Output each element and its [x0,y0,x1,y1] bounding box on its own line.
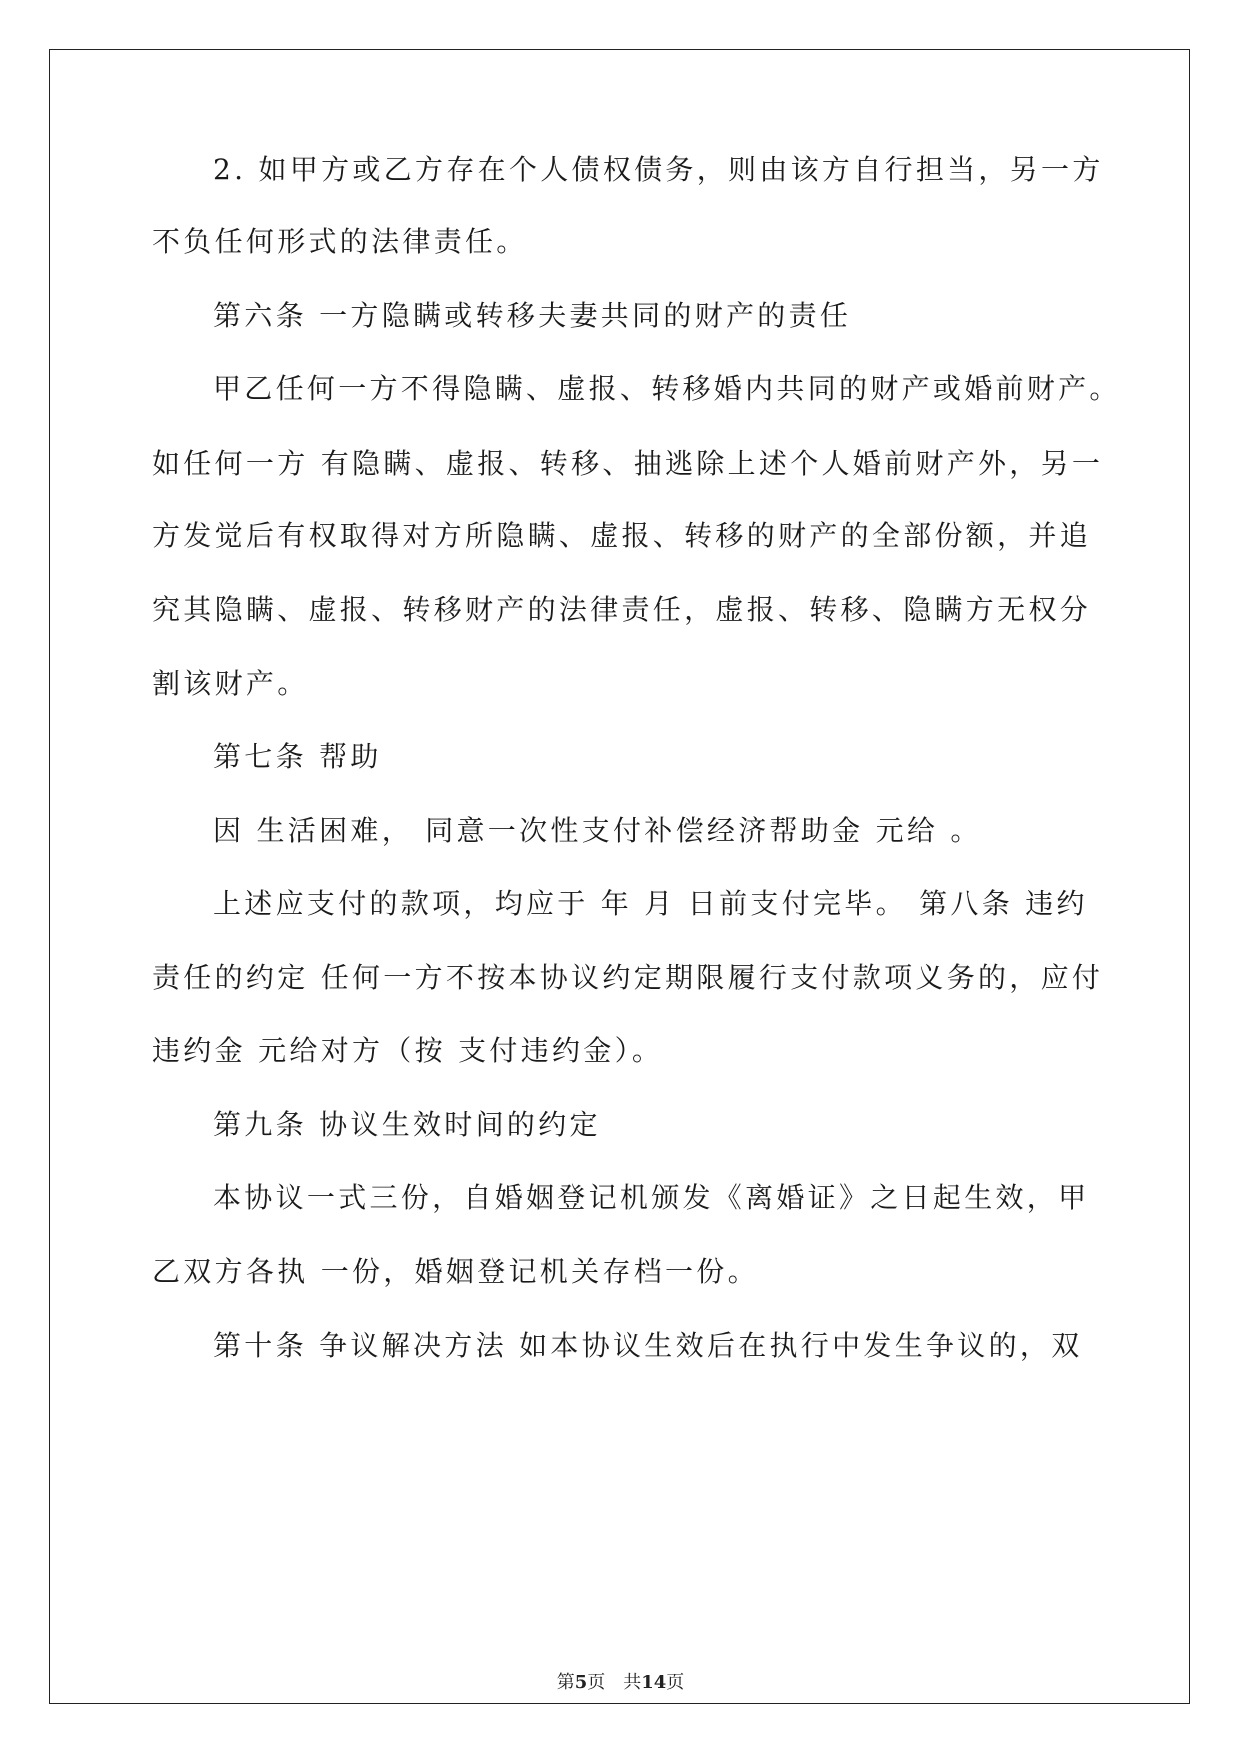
page-suffix: 页 [587,1672,606,1693]
page-total: 14 [641,1672,667,1693]
paragraph-line: 责任的约定 任何一方不按本协议约定期限履行支付款项义务的，应付 [152,961,1104,994]
paragraph-line: 不负任何形式的法律责任。 [152,225,528,258]
section-heading: 第七条 帮助 [213,740,382,773]
paragraph-line: 乙双方各执 一份，婚姻登记机关存档一份。 [152,1255,759,1288]
paragraph-line: 割该财产。 [152,667,309,700]
paragraph-line: 第十条 争议解决方法 如本协议生效后在执行中发生争议的，双 [213,1329,1083,1362]
paragraph-line: 方发觉后有权取得对方所隐瞒、虚报、转移的财产的全部份额，并追 [152,519,1092,552]
paragraph-line: 究其隐瞒、虚报、转移财产的法律责任，虚报、转移、隐瞒方无权分 [152,593,1092,626]
paragraph-line: 上述应支付的款项，均应于 年 月 日前支付完毕。 第八条 违约 [213,887,1088,920]
paragraph-line: 因 生活困难， 同意一次性支付补偿经济帮助金 元给 。 [213,814,982,847]
page-prefix: 第 [556,1672,575,1693]
total-prefix: 共 [623,1672,642,1693]
page-footer [0,1672,1241,1694]
page-current: 5 [574,1672,588,1693]
total-suffix: 页 [666,1672,685,1693]
paragraph-line: 违约金 元给对方（按 支付违约金）。 [152,1034,664,1067]
paragraph-line: 如任何一方 有隐瞒、虚报、转移、抽逃除上述个人婚前财产外，另一 [152,447,1104,480]
section-heading: 第九条 协议生效时间的约定 [213,1108,601,1141]
paragraph-line: 本协议一式三份，自婚姻登记机颁发《离婚证》之日起生效，甲 [213,1181,1090,1214]
paragraph-line: 2. 如甲方或乙方存在个人债权债务，则由该方自行担当，另一方 [213,153,1104,186]
section-heading: 第六条 一方隐瞒或转移夫妻共同的财产的责任 [213,299,852,332]
paragraph-line: 甲乙任何一方不得隐瞒、虚报、转移婚内共同的财产或婚前财产。 [213,372,1121,405]
